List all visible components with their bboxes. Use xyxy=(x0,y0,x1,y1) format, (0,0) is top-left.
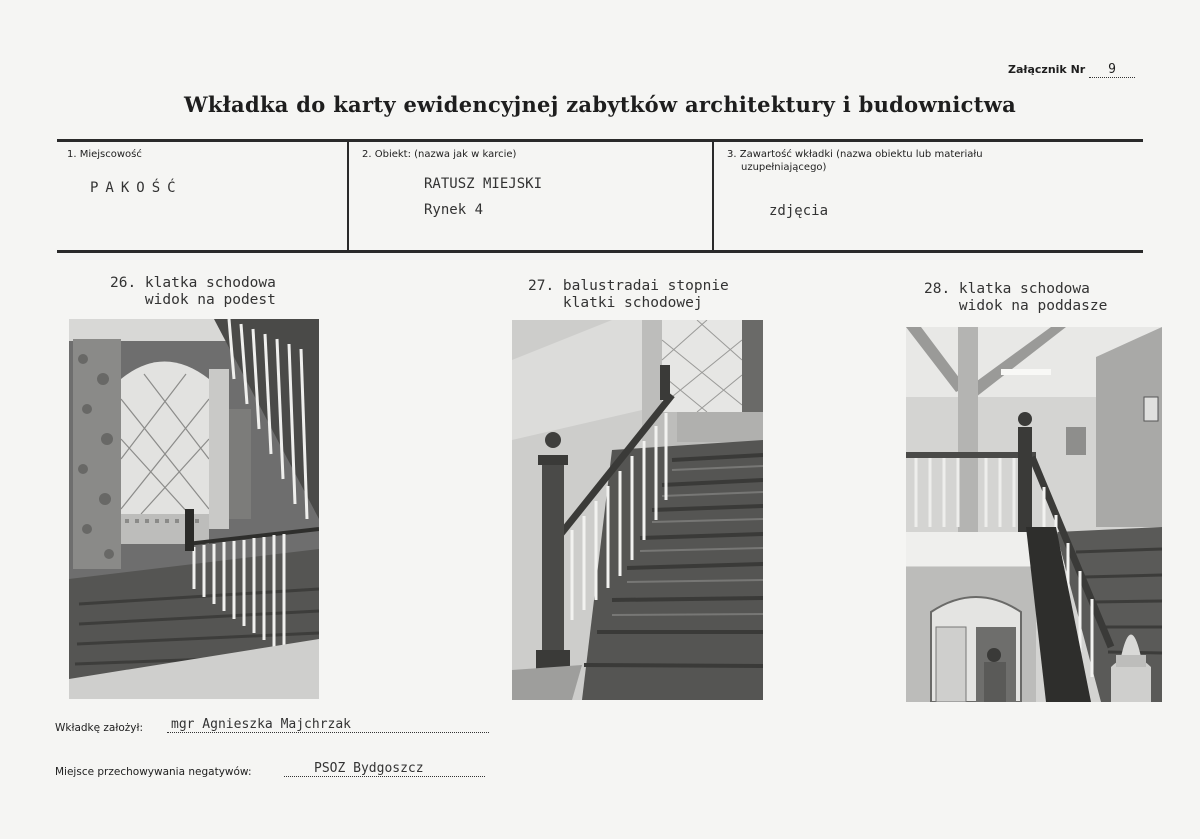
photo-balustrade-steps xyxy=(512,320,763,700)
caption-line: widok na poddasze xyxy=(924,298,1108,314)
author-label: Wkładkę założył: xyxy=(55,722,144,734)
photo-caption-26 xyxy=(110,275,276,309)
caption-line: klatki schodowej xyxy=(528,295,703,311)
caption-line: 26. klatka schodowa xyxy=(110,275,276,291)
object-name: RATUSZ MIEJSKI xyxy=(424,176,543,192)
table-divider-1 xyxy=(347,140,349,252)
attachment-label: Załącznik Nr xyxy=(1008,63,1086,76)
place-label: 1. Miejscowość xyxy=(67,149,142,160)
table-divider-2 xyxy=(712,140,714,252)
photo-staircase-attic xyxy=(906,327,1162,702)
storage-label: Miejsce przechowywania negatywów: xyxy=(55,766,252,778)
content-label-line1: 3. Zawartość wkładki (nazwa obiektu lub materiału xyxy=(727,149,983,160)
caption-line: widok na podest xyxy=(110,292,276,308)
object-address: Rynek 4 xyxy=(424,202,484,218)
photo-caption-27 xyxy=(528,278,729,312)
page-title: Wkładka do karty ewidencyjnej zabytków architektury i budownictwa xyxy=(183,92,1017,117)
content-value: zdjęcia xyxy=(769,203,829,219)
caption-line: 28. klatka schodowa xyxy=(924,281,1090,297)
table-bottom-rule xyxy=(57,250,1143,253)
caption-line: 27. balustradai stopnie xyxy=(528,278,729,294)
photo-caption-28 xyxy=(924,281,1107,315)
storage-value: PSOZ Bydgoszcz xyxy=(284,761,485,777)
object-label: 2. Obiekt: (nazwa jak w karcie) xyxy=(362,149,517,160)
attachment-number xyxy=(1008,62,1135,78)
photo-staircase-landing xyxy=(69,319,319,699)
author-value: mgr Agnieszka Majchrzak xyxy=(167,717,489,733)
attachment-value: 9 xyxy=(1089,62,1135,78)
place-value: PAKOŚĆ xyxy=(90,180,183,196)
table-top-rule xyxy=(57,139,1143,142)
content-label-line2: uzupełniającego) xyxy=(741,162,827,173)
